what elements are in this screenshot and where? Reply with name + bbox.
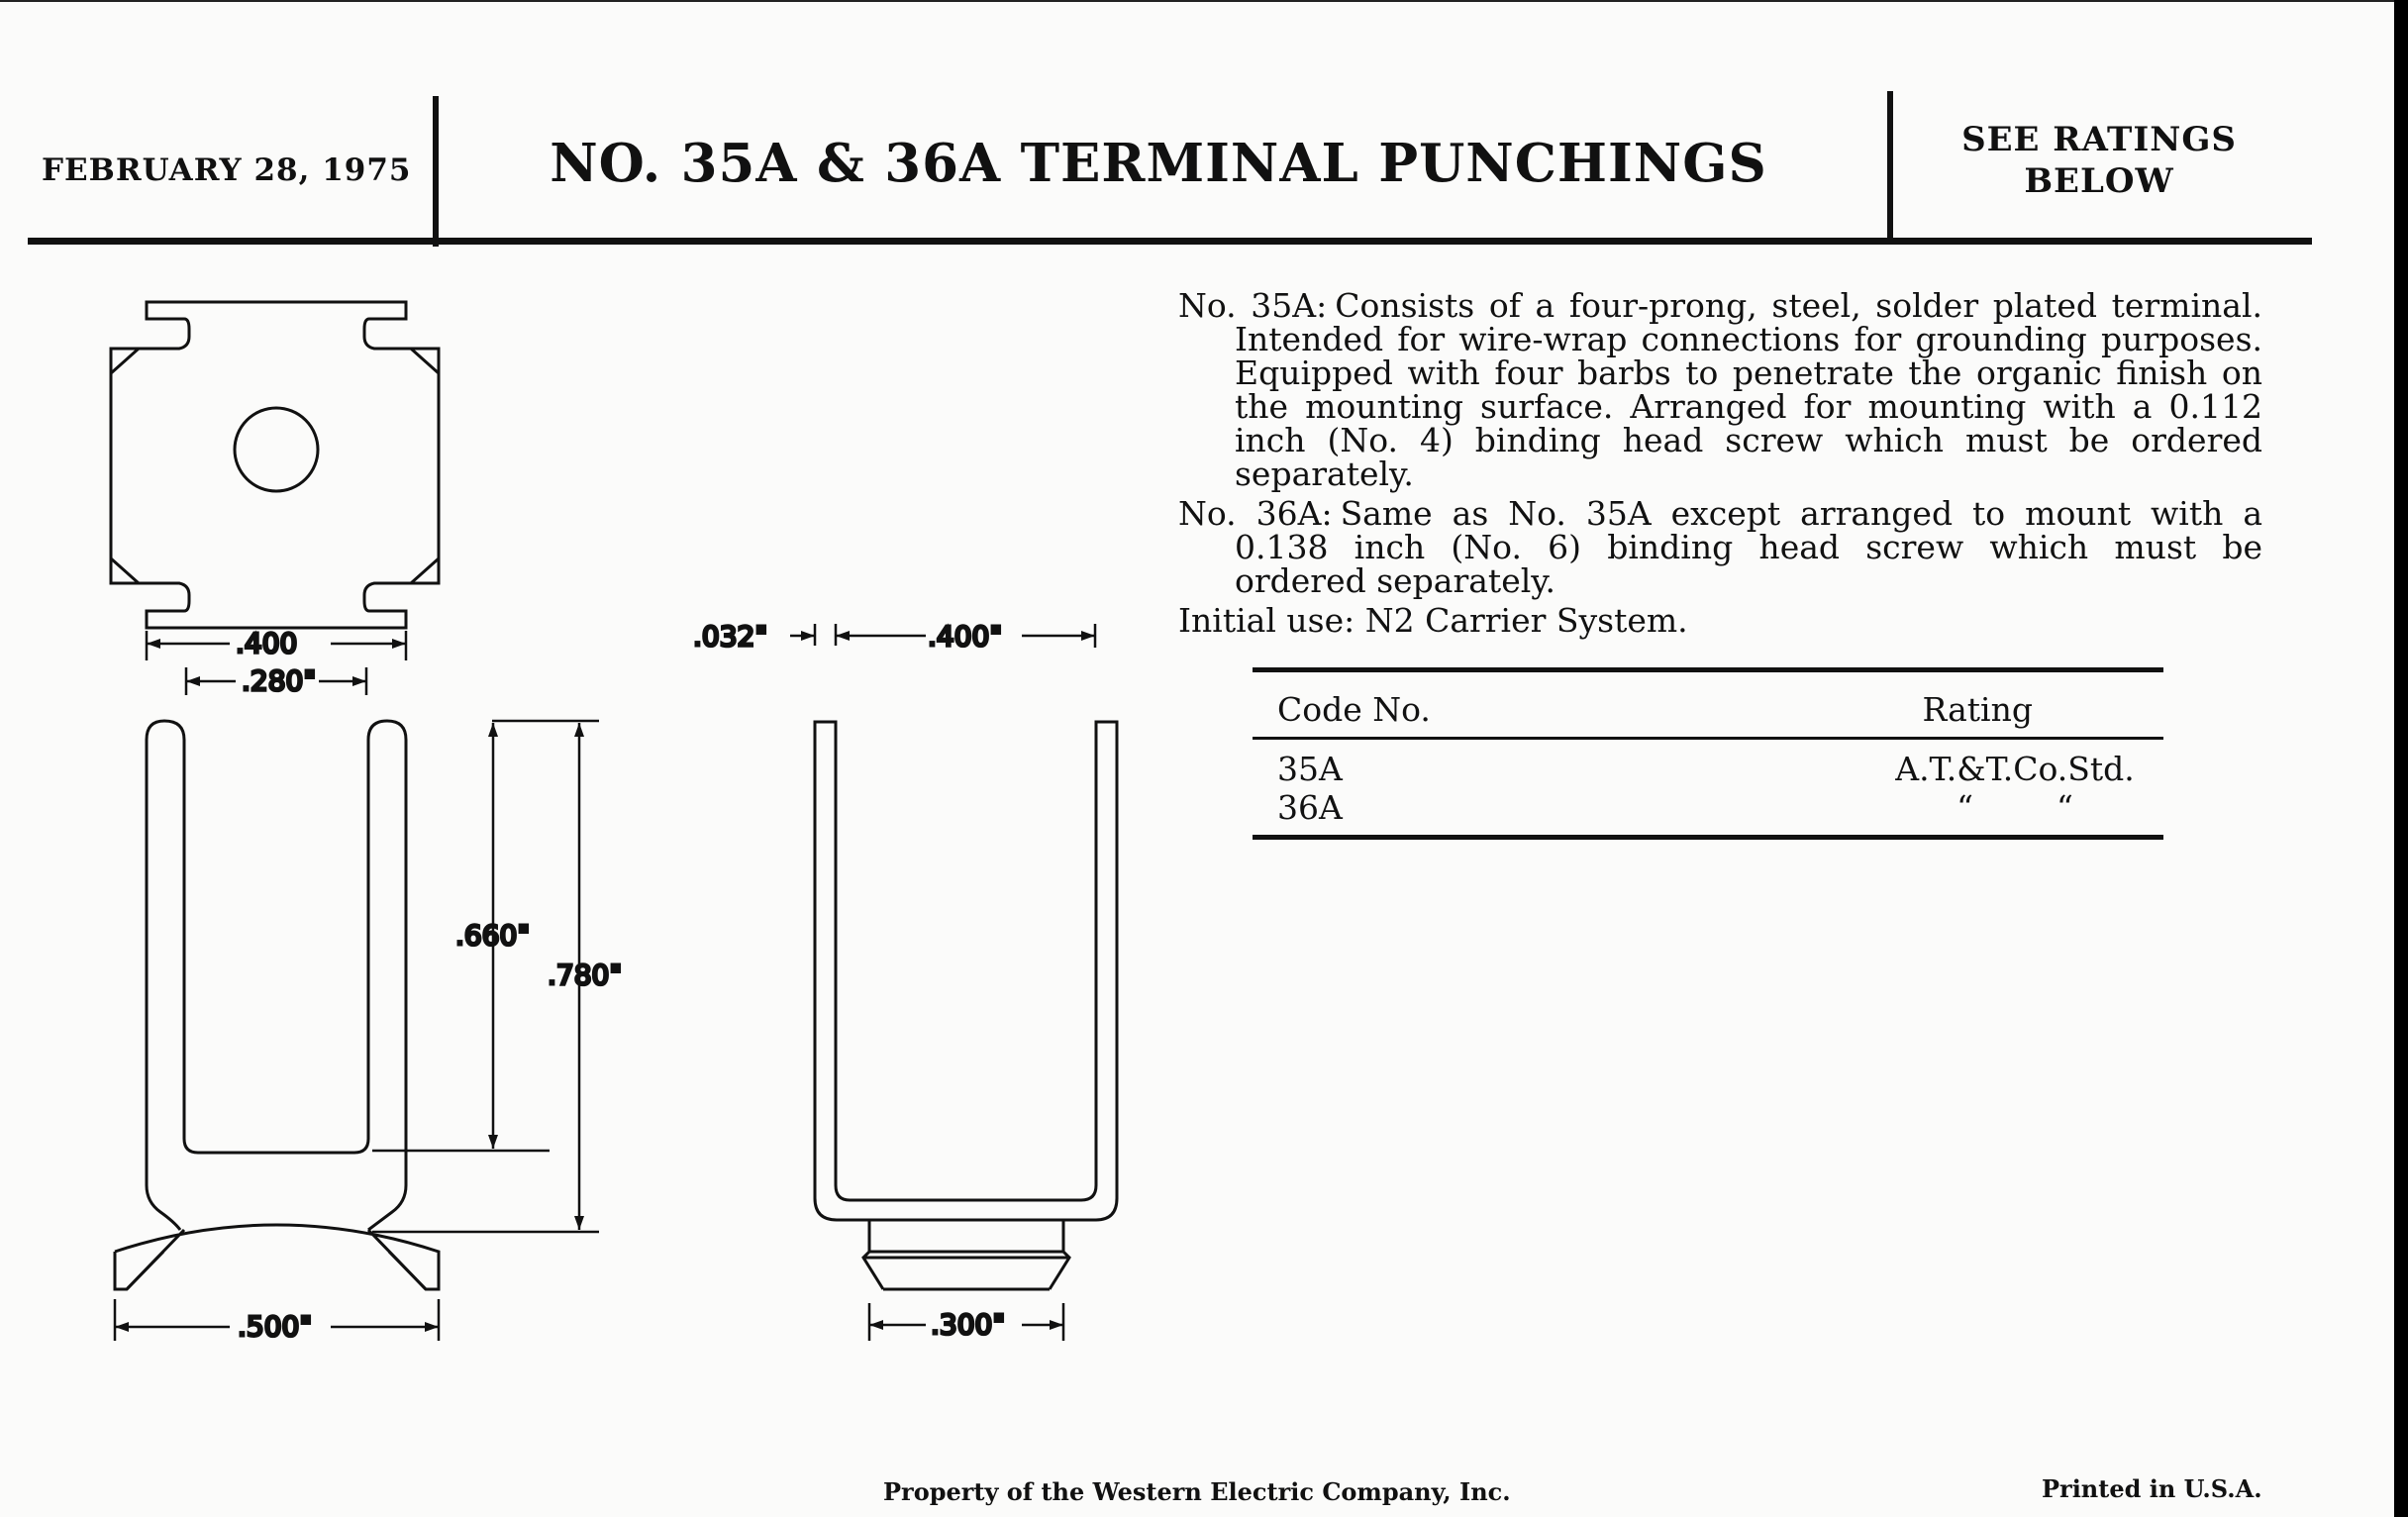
dim-thickness: .032" bbox=[693, 620, 768, 653]
dim-inner-width: .280" bbox=[242, 664, 317, 697]
paragraph-text: Consists of a four-prong, steel, solder plated terminal. Intended for wire-wrap connections for grounding purposes. Equipped with four barbs to penetrate the organic finish on the mounting surface. Arranged for mounting with a 0.112 inch (No. 4) binding head screw which must be ordered separately. bbox=[1235, 286, 2262, 493]
table-rule bbox=[1253, 835, 2163, 840]
ratings-note-line: SEE RATINGS bbox=[1961, 120, 2237, 159]
top-view-drawing bbox=[111, 302, 439, 628]
description bbox=[1178, 286, 2263, 640]
ratings-table bbox=[1253, 667, 2163, 840]
table-row bbox=[1277, 750, 2149, 788]
table-cell: “ “ bbox=[1956, 788, 2073, 827]
page-title: NO. 35A & 36A TERMINAL PUNCHINGS bbox=[550, 133, 1767, 194]
dim-overall-height: .780" bbox=[548, 959, 623, 991]
paragraph-label: No. 36A: bbox=[1178, 494, 1333, 533]
table-row bbox=[1277, 788, 2149, 827]
printed-notice: Printed in U.S.A. bbox=[2042, 1474, 2262, 1503]
paragraph-label: No. 35A: bbox=[1178, 286, 1328, 325]
dim-side-width: .400" bbox=[928, 620, 1003, 653]
initial-use: Initial use: N2 Carrier System. bbox=[1178, 601, 1688, 640]
column-header: Rating bbox=[1922, 690, 2033, 729]
description-paragraph bbox=[1178, 286, 2262, 493]
property-notice: Property of the Western Electric Company, Inc. bbox=[883, 1477, 1511, 1506]
table-cell: A.T.&T.Co.Std. bbox=[1895, 750, 2135, 788]
paragraph-text: Same as No. 35A except arranged to mount with a 0.138 inch (No. 6) binding head screw which must be ordered separately. bbox=[1235, 494, 2263, 600]
table-cell: 36A bbox=[1277, 788, 1343, 827]
ratings-note-line: BELOW bbox=[2024, 161, 2174, 201]
issue-date: FEBRUARY 28, 1975 bbox=[42, 152, 412, 188]
side-view-drawing bbox=[815, 722, 1117, 1289]
column-header: Code No. bbox=[1277, 690, 1431, 729]
dim-inner-height: .660" bbox=[455, 919, 531, 952]
dim-top-width: .400 bbox=[236, 627, 298, 659]
table-header bbox=[1253, 672, 2163, 737]
description-paragraph bbox=[1178, 494, 2263, 600]
dim-base-width: .500" bbox=[238, 1310, 313, 1343]
table-body bbox=[1253, 740, 2163, 835]
table-cell: 35A bbox=[1277, 750, 1343, 788]
front-view-drawing bbox=[115, 721, 439, 1289]
dim-side-base-width: .300" bbox=[931, 1308, 1006, 1341]
